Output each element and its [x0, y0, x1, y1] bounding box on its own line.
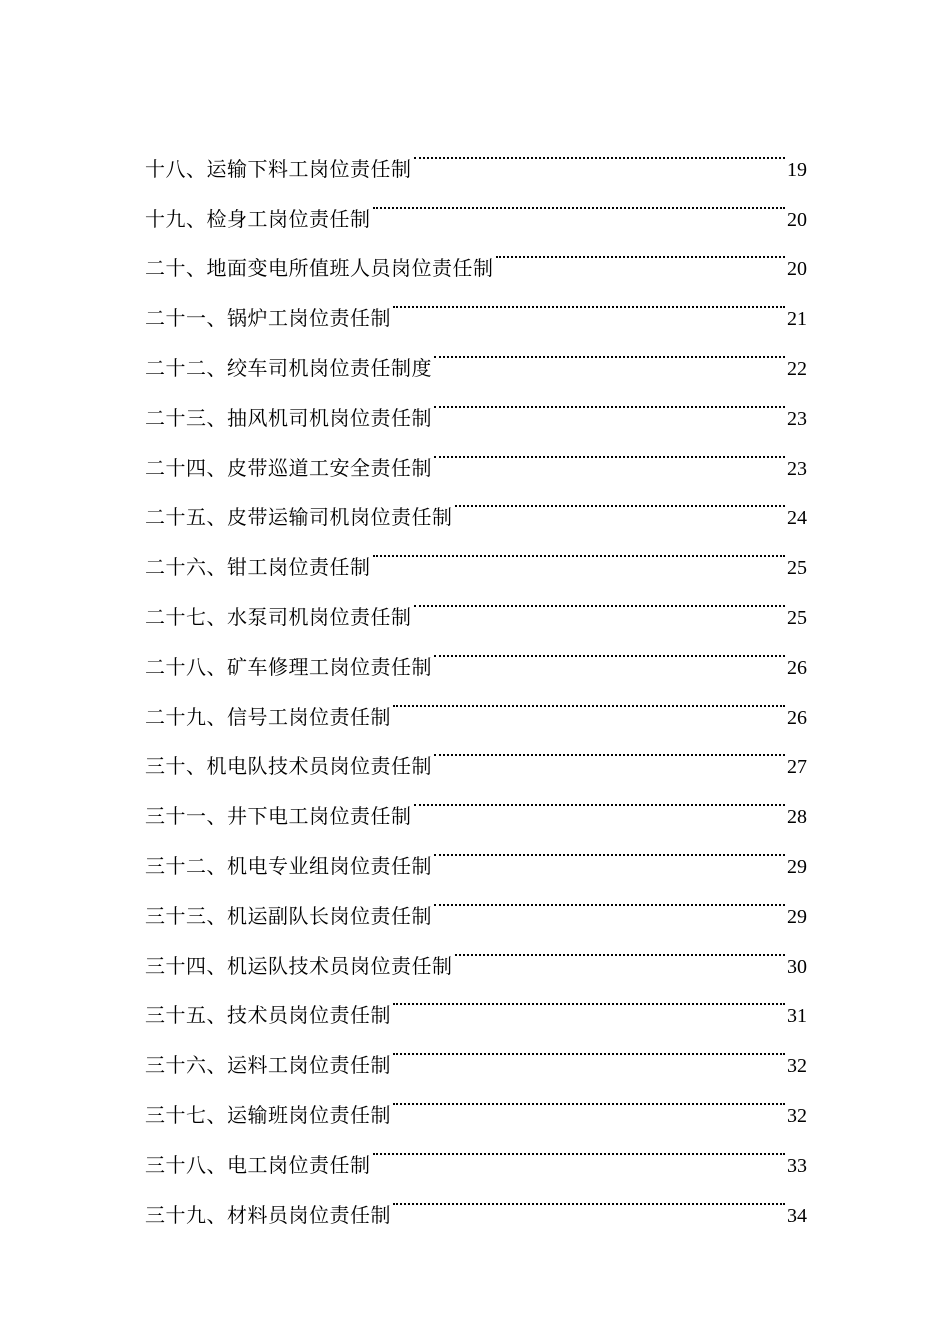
- toc-dot-leader: [391, 1022, 787, 1072]
- toc-entry-page: 31: [787, 1005, 807, 1028]
- toc-entry-title: 三十八、电工岗位责任制: [145, 1152, 371, 1177]
- toc-entry-title: 二十三、抽风机司机岗位责任制: [145, 405, 432, 430]
- toc-entry-title: 三十六、运料工岗位责任制: [145, 1053, 391, 1078]
- toc-dot-leader: [432, 325, 787, 375]
- toc-entry-title: 十八、运输下料工岗位责任制: [145, 156, 412, 181]
- toc-entry-page: 20: [787, 258, 807, 281]
- toc-entry-title: 二十六、钳工岗位责任制: [145, 555, 371, 580]
- toc-entry-page: 23: [787, 407, 807, 430]
- toc-dot-leader: [432, 624, 787, 674]
- toc-entry-page: 27: [787, 756, 807, 779]
- table-of-contents: [145, 126, 807, 1227]
- toc-entry-title: 三十七、运输班岗位责任制: [145, 1102, 391, 1127]
- toc-dot-leader: [412, 126, 788, 176]
- toc-entry-page: 29: [787, 855, 807, 878]
- toc-dot-leader: [412, 773, 788, 823]
- toc-entry-title: 二十七、水泵司机岗位责任制: [145, 604, 412, 629]
- toc-dot-leader: [432, 823, 787, 873]
- toc-entry-page: 28: [787, 806, 807, 829]
- toc-entry-title: 三十一、井下电工岗位责任制: [145, 804, 412, 829]
- toc-dot-leader: [432, 375, 787, 425]
- toc-entry-page: 34: [787, 1204, 807, 1227]
- toc-entry-page: 33: [787, 1154, 807, 1177]
- toc-entry-page: 24: [787, 507, 807, 530]
- toc-entry-title: 三十三、机运副队长岗位责任制: [145, 903, 432, 928]
- toc-entry-page: 20: [787, 208, 807, 231]
- toc-entry-page: 26: [787, 656, 807, 679]
- toc-entry-page: 29: [787, 905, 807, 928]
- toc-entry-title: 二十五、皮带运输司机岗位责任制: [145, 505, 453, 530]
- toc-dot-leader: [391, 1072, 787, 1122]
- toc-entry-page: 19: [787, 158, 807, 181]
- toc-entry-title: 三十二、机电专业组岗位责任制: [145, 853, 432, 878]
- toc-dot-leader: [391, 275, 787, 325]
- toc-entry-title: 十九、检身工岗位责任制: [145, 206, 371, 231]
- toc-entry-page: 26: [787, 706, 807, 729]
- toc-dot-leader: [391, 973, 787, 1023]
- toc-dot-leader: [494, 226, 788, 276]
- toc-entry[interactable]: [145, 126, 807, 181]
- toc-entry-title: 三十四、机运队技术员岗位责任制: [145, 953, 453, 978]
- toc-entry-title: 二十四、皮带巡道工安全责任制: [145, 455, 432, 480]
- toc-entry-page: 32: [787, 1055, 807, 1078]
- toc-dot-leader: [371, 524, 788, 574]
- toc-dot-leader: [391, 674, 787, 724]
- toc-entry-page: 23: [787, 457, 807, 480]
- toc-entry-title: 三十、机电队技术员岗位责任制: [145, 754, 432, 779]
- toc-entry-title: 三十九、材料员岗位责任制: [145, 1202, 391, 1227]
- toc-dot-leader: [432, 724, 787, 774]
- toc-entry-title: 三十五、技术员岗位责任制: [145, 1003, 391, 1028]
- toc-entry-title: 二十、地面变电所值班人员岗位责任制: [145, 256, 494, 281]
- toc-dot-leader: [453, 923, 788, 973]
- toc-entry-page: 22: [787, 357, 807, 380]
- toc-entry-title: 二十一、锅炉工岗位责任制: [145, 306, 391, 331]
- toc-entry-page: 32: [787, 1104, 807, 1127]
- toc-dot-leader: [432, 873, 787, 923]
- toc-entry-title: 二十二、绞车司机岗位责任制度: [145, 355, 432, 380]
- toc-entry-page: 25: [787, 557, 807, 580]
- toc-dot-leader: [412, 574, 788, 624]
- toc-dot-leader: [432, 425, 787, 475]
- toc-dot-leader: [371, 176, 788, 226]
- toc-dot-leader: [371, 1122, 788, 1172]
- toc-entry-page: 25: [787, 606, 807, 629]
- toc-dot-leader: [391, 1172, 787, 1222]
- toc-dot-leader: [453, 475, 788, 525]
- toc-entry-title: 二十八、矿车修理工岗位责任制: [145, 654, 432, 679]
- toc-entry-page: 21: [787, 308, 807, 331]
- toc-entry-page: 30: [787, 955, 807, 978]
- toc-entry-title: 二十九、信号工岗位责任制: [145, 704, 391, 729]
